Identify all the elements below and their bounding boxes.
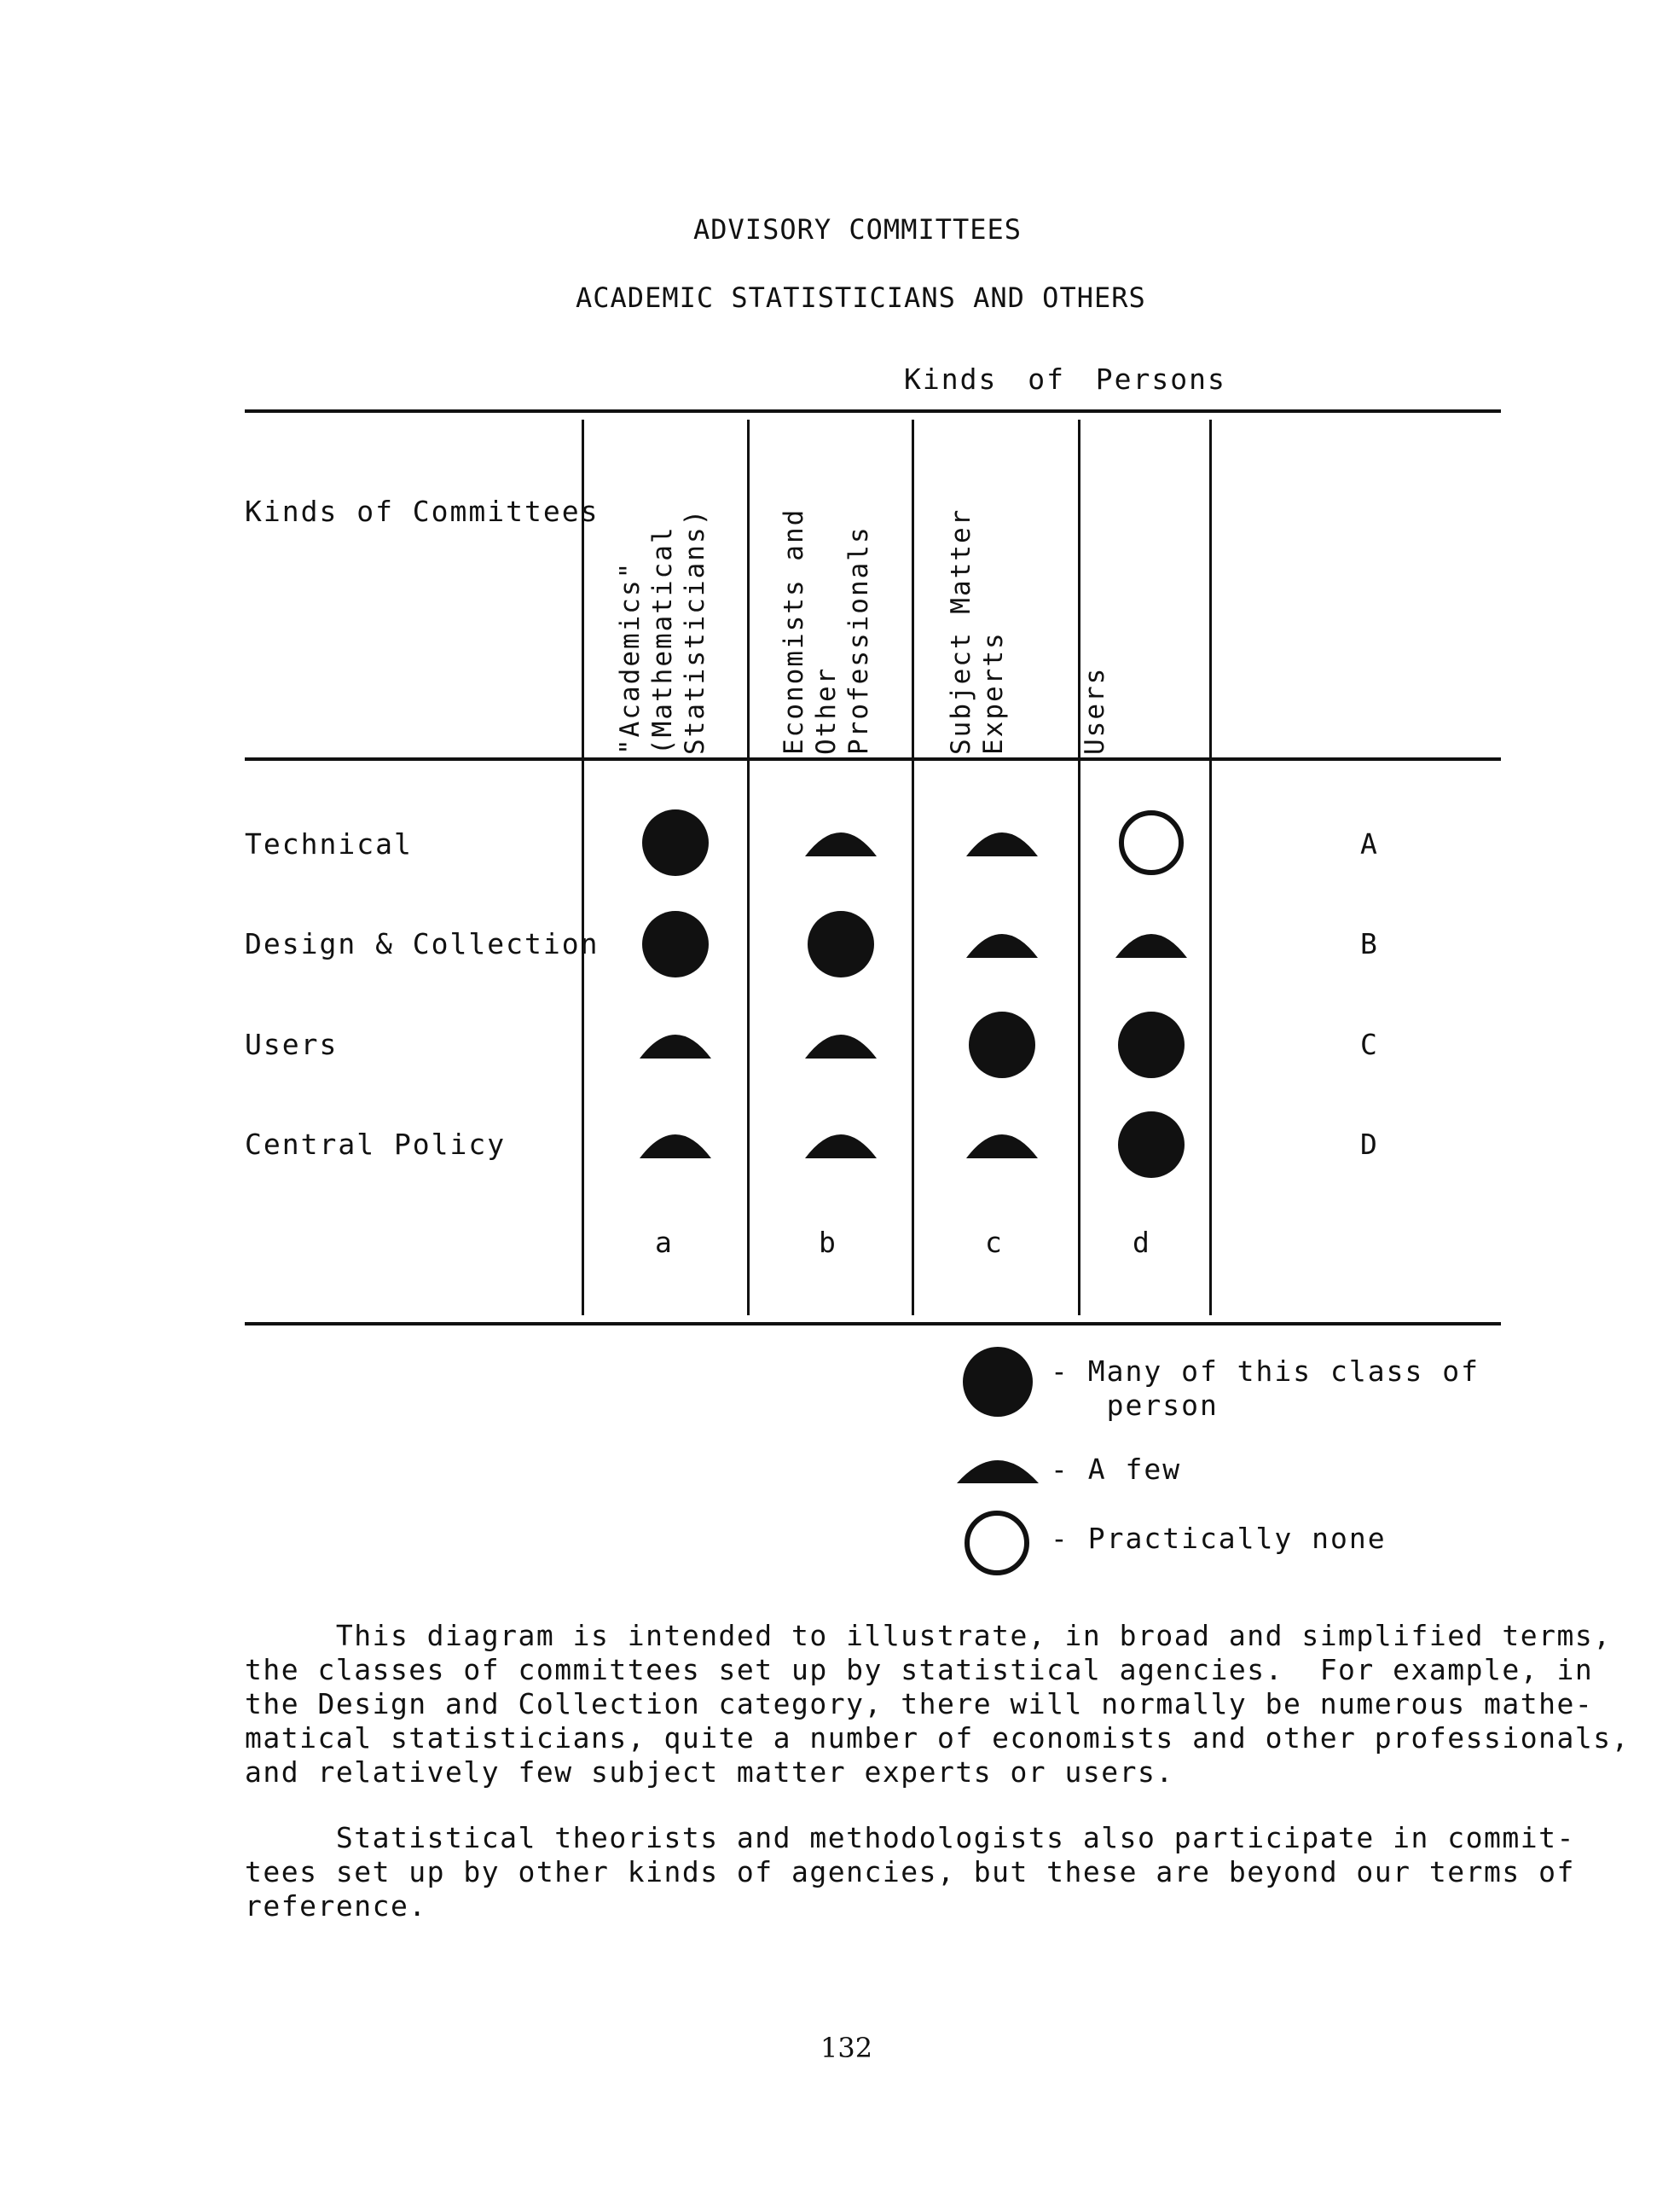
legend-few-label: - A few [1051, 1453, 1182, 1486]
row-label-central-policy: Central Policy [245, 1128, 507, 1161]
mark-shape [640, 1134, 711, 1158]
row-label-design-collection: Design & Collection [245, 927, 600, 960]
mark-few-icon [633, 1002, 718, 1088]
column-header-economists: Economists and Other Professionals [779, 508, 874, 755]
row-label-technical: Technical [245, 827, 413, 861]
mark-shape [1118, 1111, 1185, 1178]
mark-many-icon [633, 800, 718, 885]
row-label-users: Users [245, 1028, 339, 1061]
mark-shape [642, 809, 709, 876]
explanation-paragraph: This diagram is intended to illustrate, in broad and simplified terms, the classes of committees set up by statistical agencies. For example, in the Design and Collection category, there will normally be numerous mathe- matical statisticians, quite a number of economists and other professionals, and relatively few subject matter experts or users. [245, 1619, 1630, 1789]
column-header-subject-experts: Subject Matter Experts [946, 508, 1009, 755]
table-header-rule [245, 757, 1501, 761]
legend-none-icon [961, 1507, 1033, 1579]
mark-few-icon [798, 1002, 883, 1088]
mark-many-icon [959, 1002, 1045, 1088]
mark-shape [966, 1134, 1038, 1158]
table-top-rule [245, 409, 1501, 413]
note-paragraph: Statistical theorists and methodologists also participate in commit- tees set up by other kinds of agencies, but these are beyond our terms of reference. [245, 1821, 1575, 1923]
column-rule [747, 420, 750, 1315]
mark-many-icon [633, 902, 718, 987]
mark-shape [969, 1012, 1035, 1078]
mark-shape [642, 911, 709, 977]
mark-many-icon [1109, 1002, 1194, 1088]
mark-shape [1121, 813, 1181, 873]
column-header-users: Users [1080, 666, 1110, 755]
page-number: 132 [820, 2032, 873, 2064]
mark-few-icon [798, 1102, 883, 1187]
mark-shape [805, 832, 877, 856]
mark-shape [1115, 934, 1187, 958]
mark-shape [640, 1035, 711, 1059]
mark-few-icon [1109, 902, 1194, 987]
column-header-academics: "Academics" (Mathematical Statisticians) [615, 508, 710, 755]
page-title: ADVISORY COMMITTEES [693, 213, 1022, 246]
row-header-label: Kinds of Committees [245, 495, 600, 528]
column-rule [912, 420, 914, 1315]
mark-few-icon [959, 1102, 1045, 1187]
mark-few-icon [959, 800, 1045, 885]
mark-few-icon [633, 1102, 718, 1187]
mark-shape [808, 911, 874, 977]
legend-few-icon [953, 1446, 1042, 1488]
column-rule [582, 420, 584, 1315]
mark-shape [805, 1134, 877, 1158]
mark-many-icon [798, 902, 883, 987]
mark-few-icon [798, 800, 883, 885]
mark-many-icon [1109, 1102, 1194, 1187]
mark-none-icon [1109, 800, 1194, 885]
mark-few-icon [959, 902, 1045, 987]
column-rule [1209, 420, 1212, 1315]
mark-shape [1118, 1012, 1185, 1078]
mark-shape [805, 1035, 877, 1059]
legend-none-label: - Practically none [1051, 1522, 1387, 1555]
row-letter: D [1360, 1128, 1379, 1161]
row-letter: B [1360, 927, 1379, 960]
column-letter: c [985, 1226, 1004, 1259]
mark-shape [966, 934, 1038, 958]
page-subtitle: ACADEMIC STATISTICIANS AND OTHERS [576, 281, 1146, 314]
column-letter: b [819, 1226, 837, 1259]
legend-many-label: - Many of this class of person [1051, 1354, 1480, 1422]
table-bottom-rule [245, 1322, 1501, 1325]
column-group-label: Kinds of Persons [904, 363, 1226, 396]
column-letter: d [1133, 1226, 1151, 1259]
row-letter: C [1360, 1028, 1379, 1061]
column-letter: a [655, 1226, 674, 1259]
legend-many-icon [959, 1343, 1036, 1420]
row-letter: A [1360, 827, 1379, 861]
mark-shape [966, 832, 1038, 856]
